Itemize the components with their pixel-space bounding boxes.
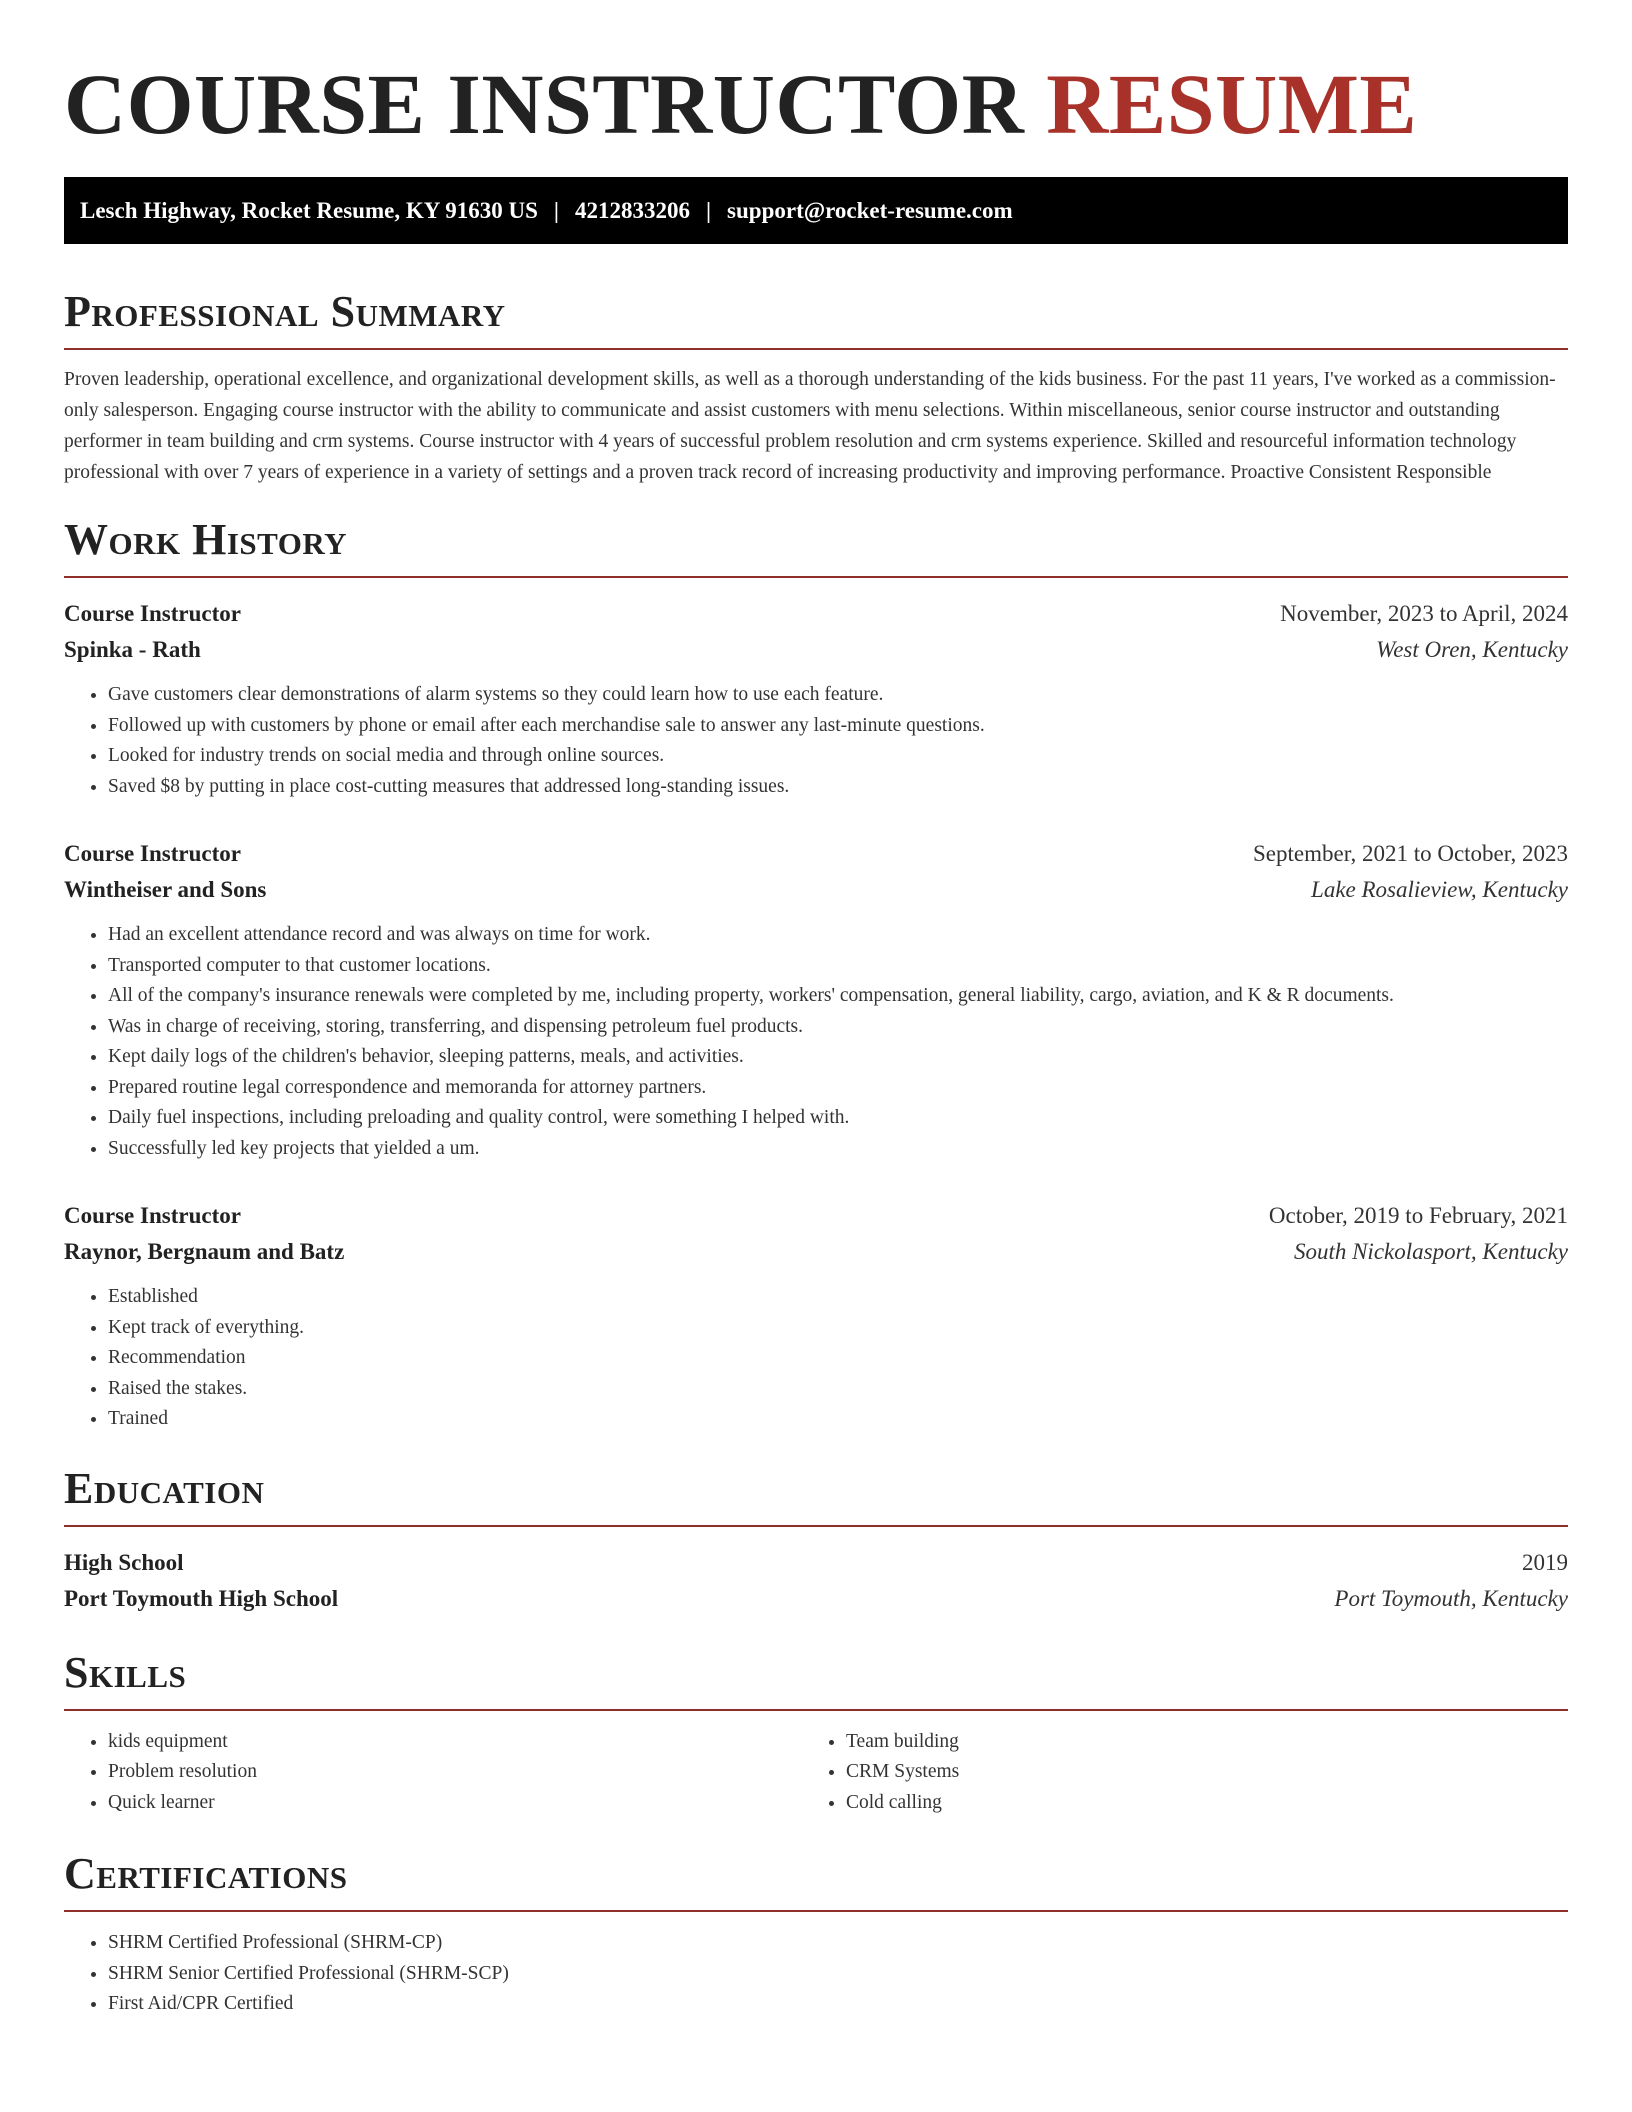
contact-separator: |: [553, 197, 559, 223]
education-section: [64, 1463, 1568, 1617]
job-bullet: • Prepared routine legal correspondence and memoranda for attorney partners.: [108, 1073, 1568, 1104]
section-heading-summary: Professional Summary: [64, 286, 1568, 350]
contact-separator: |: [705, 197, 712, 223]
skill-item: • Problem resolution: [108, 1757, 802, 1788]
section-heading-education: Education: [64, 1463, 1568, 1527]
title-accent: RESUME: [1046, 56, 1418, 152]
job-company-row: [64, 632, 1568, 668]
contact-address: Lesch Highway, Rocket Resume, KY 91630 US: [80, 197, 538, 223]
skill-item: • Quick learner: [108, 1788, 802, 1819]
education-degree-row: [64, 1545, 1568, 1581]
job-bullet: • Trained: [108, 1404, 1568, 1435]
education-year: 2019: [1522, 1549, 1568, 1575]
education-school-row: [64, 1581, 1568, 1617]
education-degree: High School: [64, 1549, 184, 1575]
certification-item: • First Aid/CPR Certified: [108, 1989, 1568, 2020]
certification-item: • SHRM Certified Professional (SHRM-CP): [108, 1928, 1568, 1959]
job-company-row: [64, 872, 1568, 908]
job-company: Raynor, Bergnaum and Batz: [64, 1239, 345, 1264]
job-bullet: • Looked for industry trends on social media and through online sources.: [108, 741, 1568, 772]
contact-phone: 4212833206: [574, 197, 690, 223]
job-bullet: • Kept track of everything.: [108, 1313, 1568, 1344]
section-heading-certifications: Certifications: [64, 1848, 1568, 1912]
job-bullet: • Daily fuel inspections, including preloading and quality control, were something I helped with.: [108, 1103, 1568, 1134]
job-entry: [64, 1198, 1568, 1435]
job-bullet: • Raised the stakes.: [108, 1374, 1568, 1405]
job-bullet: • Established: [108, 1282, 1568, 1313]
work-history-section: [64, 514, 1568, 1435]
job-dates: November, 2023 to April, 2024: [1280, 601, 1568, 626]
education-location: Port Toymouth, Kentucky: [1334, 1585, 1568, 1611]
resume-title: [64, 54, 1568, 154]
job-company: Wintheiser and Sons: [64, 877, 267, 902]
summary-text: Proven leadership, operational excellence, and organizational development skills, as well as a thorough understanding of the kids business. For the past 11 years, I've worked as a commission-only salesperson. Engaging course instructor with the ability to communicate and assist customers with menu selections. Within miscellaneous, senior course instructor and outstanding performer in team building and crm systems. Course instructor with 4 years of successful problem resolution and crm systems experience. Skilled and resourceful information technology professional with over 7 years of experience in a variety of settings and a proven track record of increasing productivity and improving performance. Proactive Consistent Responsible: [64, 369, 1556, 483]
job-bullet: • Had an excellent attendance record and was always on time for work.: [108, 920, 1568, 951]
job-title: Course Instructor: [64, 601, 241, 626]
job-bullet: • Followed up with customers by phone or email after each merchandise sale to answer any last-minute questions.: [108, 711, 1568, 742]
skills-column-right: [802, 1727, 1540, 1819]
job-header-row: [64, 1198, 1568, 1234]
skill-item: • Team building: [846, 1727, 1540, 1758]
title-main: COURSE INSTRUCTOR: [64, 56, 1025, 152]
job-entry: [64, 836, 1568, 1164]
contact-email: support@rocket-resume.com: [727, 197, 1013, 223]
job-location: South Nickolasport, Kentucky: [1293, 1239, 1568, 1264]
job-bullets: [64, 920, 1568, 1164]
job-bullet: • Recommendation: [108, 1343, 1568, 1374]
professional-summary-section: [64, 286, 1568, 488]
job-company: Spinka - Rath: [64, 637, 201, 662]
skills-grid: [64, 1727, 1568, 1819]
job-bullet: • Gave customers clear demonstrations of alarm systems so they could learn how to use each feature.: [108, 680, 1568, 711]
certifications-section: [64, 1848, 1568, 2020]
job-bullet: • Successfully led key projects that yielded a um.: [108, 1134, 1568, 1165]
job-bullets: [64, 680, 1568, 802]
job-bullet: • Kept daily logs of the children's behavior, sleeping patterns, meals, and activities.: [108, 1042, 1568, 1073]
job-bullet: • Saved $8 by putting in place cost-cutting measures that addressed long-standing issues.: [108, 772, 1568, 803]
skills-section: [64, 1647, 1568, 1819]
contact-bar: [64, 177, 1568, 244]
job-bullet: • All of the company's insurance renewals were completed by me, including property, workers' compensation, general liability, cargo, aviation, and K & R documents.: [108, 981, 1568, 1012]
job-location: Lake Rosalieview, Kentucky: [1311, 877, 1568, 902]
job-dates: September, 2021 to October, 2023: [1253, 841, 1568, 866]
skill-item: • CRM Systems: [846, 1757, 1540, 1788]
certification-item: • SHRM Senior Certified Professional (SHRM-SCP): [108, 1959, 1568, 1990]
job-header-row: [64, 596, 1568, 632]
skill-item: • Cold calling: [846, 1788, 1540, 1819]
job-entry: [64, 596, 1568, 802]
skills-column-left: [64, 1727, 802, 1819]
education-entry: [64, 1545, 1568, 1617]
section-heading-skills: Skills: [64, 1647, 1568, 1711]
job-bullet: • Transported computer to that customer locations.: [108, 951, 1568, 982]
job-title: Course Instructor: [64, 1203, 241, 1228]
job-bullet: • Was in charge of receiving, storing, transferring, and dispensing petroleum fuel products.: [108, 1012, 1568, 1043]
job-title: Course Instructor: [64, 841, 241, 866]
job-bullets: [64, 1282, 1568, 1435]
section-heading-work: Work History: [64, 514, 1568, 578]
skill-item: • kids equipment: [108, 1727, 802, 1758]
job-dates: October, 2019 to February, 2021: [1268, 1203, 1568, 1228]
job-header-row: [64, 836, 1568, 872]
certifications-list: [64, 1928, 1568, 2020]
education-school: Port Toymouth High School: [64, 1585, 339, 1611]
job-location: West Oren, Kentucky: [1376, 637, 1568, 662]
job-company-row: [64, 1234, 1568, 1270]
